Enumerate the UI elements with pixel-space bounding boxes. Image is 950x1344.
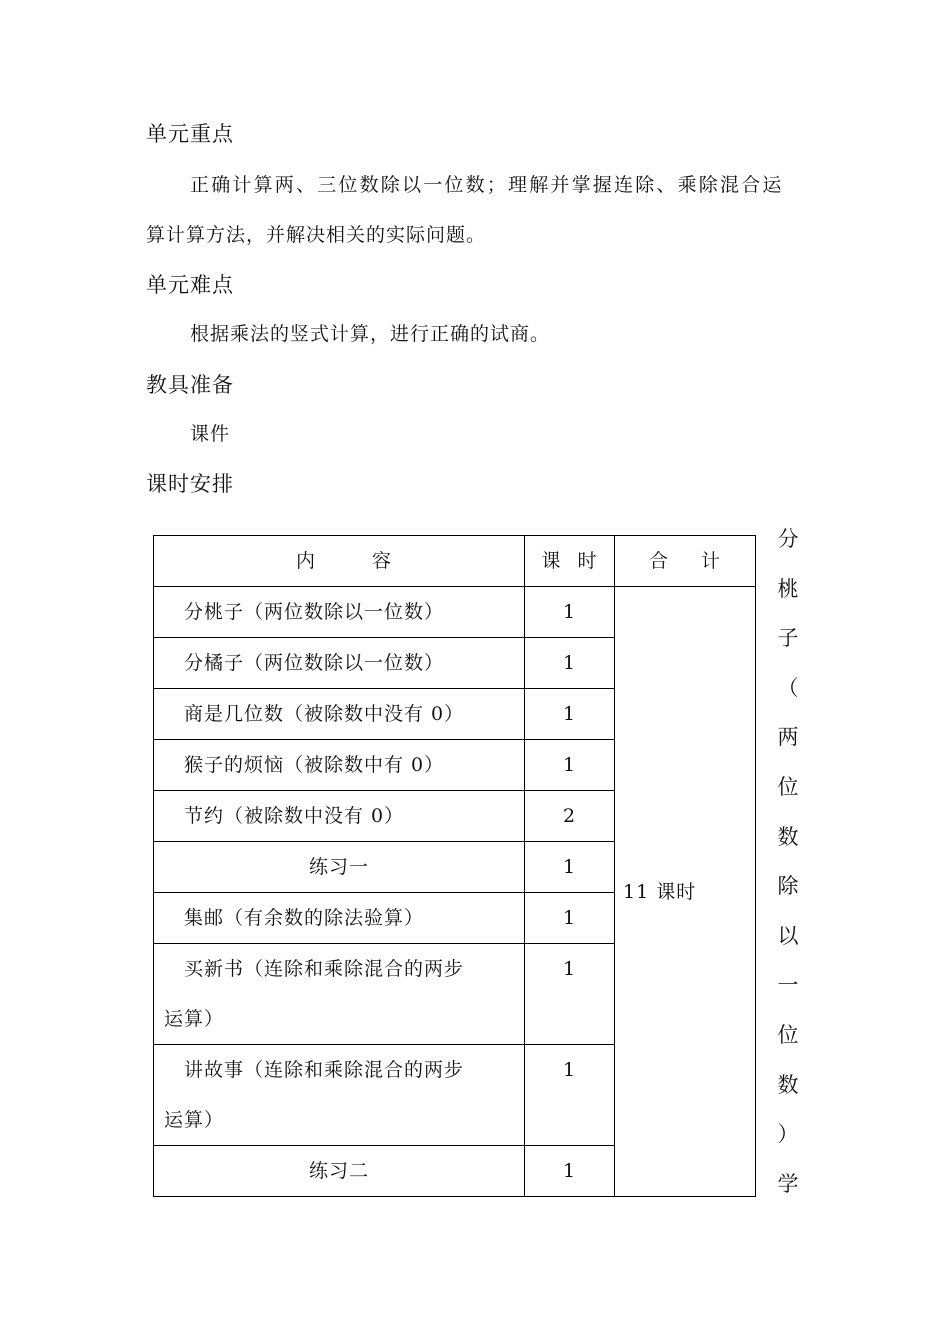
row-content-text: 节约（被除数中没有 0） xyxy=(184,805,405,827)
table-row xyxy=(154,587,756,638)
table-header-row xyxy=(154,536,756,587)
row-content-line2: 运算） xyxy=(164,1109,225,1131)
vertical-char: 位 xyxy=(777,1022,799,1047)
row-content xyxy=(154,638,525,689)
vertical-char: 桃 xyxy=(777,576,799,601)
difficulties-text: 根据乘法的竖式计算，进行正确的试商。 xyxy=(190,323,551,345)
row-content: 练习二 xyxy=(154,1146,525,1197)
row-hours: 1 xyxy=(525,587,615,638)
row-content-line2: 运算） xyxy=(164,1008,225,1030)
row-content xyxy=(154,791,525,842)
vertical-char: 数 xyxy=(777,824,799,849)
row-content xyxy=(154,893,525,944)
side-vertical-text xyxy=(774,515,802,1209)
lesson-schedule-table xyxy=(153,535,756,1197)
section-heading-key-points: 单元重点 xyxy=(146,122,234,146)
row-content xyxy=(154,587,525,638)
row-content xyxy=(154,1045,525,1146)
key-points-text-line1: 正确计算两、三位数除以一位数；理解并掌握连除、乘除混合运 xyxy=(190,174,784,196)
total-hours-cell: 11 课时 xyxy=(615,587,756,1197)
vertical-char: 子 xyxy=(777,626,799,651)
vertical-char: （ xyxy=(777,675,799,700)
row-hours: 1 xyxy=(525,1045,615,1146)
row-hours: 1 xyxy=(525,893,615,944)
vertical-char: 以 xyxy=(777,923,799,948)
row-hours: 1 xyxy=(525,842,615,893)
header-content-char-2: 容 xyxy=(372,550,393,572)
section-heading-schedule: 课时安排 xyxy=(146,472,234,496)
row-content-text: 商是几位数（被除数中没有 0） xyxy=(184,703,465,725)
header-total-char-1: 合 xyxy=(648,550,669,572)
row-content-line1: 讲故事（连除和乘除混合的两步 xyxy=(184,1059,465,1081)
materials-text: 课件 xyxy=(190,423,231,445)
row-hours: 1 xyxy=(525,944,615,1045)
row-content-line1: 买新书（连除和乘除混合的两步 xyxy=(184,958,465,980)
row-content-text: 集邮（有余数的除法验算） xyxy=(184,907,425,929)
row-hours: 1 xyxy=(525,689,615,740)
vertical-char: ） xyxy=(777,1122,799,1147)
vertical-char: 除 xyxy=(777,874,799,899)
row-hours: 1 xyxy=(525,1146,615,1197)
key-points-text-line2: 算计算方法，并解决相关的实际问题。 xyxy=(146,224,487,246)
vertical-char: 数 xyxy=(777,1072,799,1097)
vertical-char: 分 xyxy=(777,527,799,551)
row-hours: 1 xyxy=(525,638,615,689)
header-total-char-2: 计 xyxy=(701,550,722,572)
row-content-text: 分橘子（两位数除以一位数） xyxy=(184,652,445,674)
row-content: 练习一 xyxy=(154,842,525,893)
row-content xyxy=(154,689,525,740)
vertical-char: 学 xyxy=(777,1171,799,1196)
header-content xyxy=(154,536,525,587)
row-hours: 1 xyxy=(525,740,615,791)
row-content xyxy=(154,944,525,1045)
section-heading-materials: 教具准备 xyxy=(146,373,234,397)
vertical-char: 位 xyxy=(777,774,799,799)
vertical-char: 两 xyxy=(777,725,799,750)
row-content xyxy=(154,740,525,791)
row-hours: 2 xyxy=(525,791,615,842)
header-content-char-1: 内 xyxy=(295,550,316,572)
header-hours xyxy=(525,536,615,587)
vertical-char: 一 xyxy=(777,973,799,998)
section-heading-difficulties: 单元难点 xyxy=(146,273,234,297)
header-total xyxy=(615,536,756,587)
row-content-text: 分桃子（两位数除以一位数） xyxy=(184,601,445,623)
header-hours-char-2: 时 xyxy=(577,550,598,572)
row-content-text: 猴子的烦恼（被除数中有 0） xyxy=(184,754,445,776)
header-hours-char-1: 课 xyxy=(541,550,562,572)
